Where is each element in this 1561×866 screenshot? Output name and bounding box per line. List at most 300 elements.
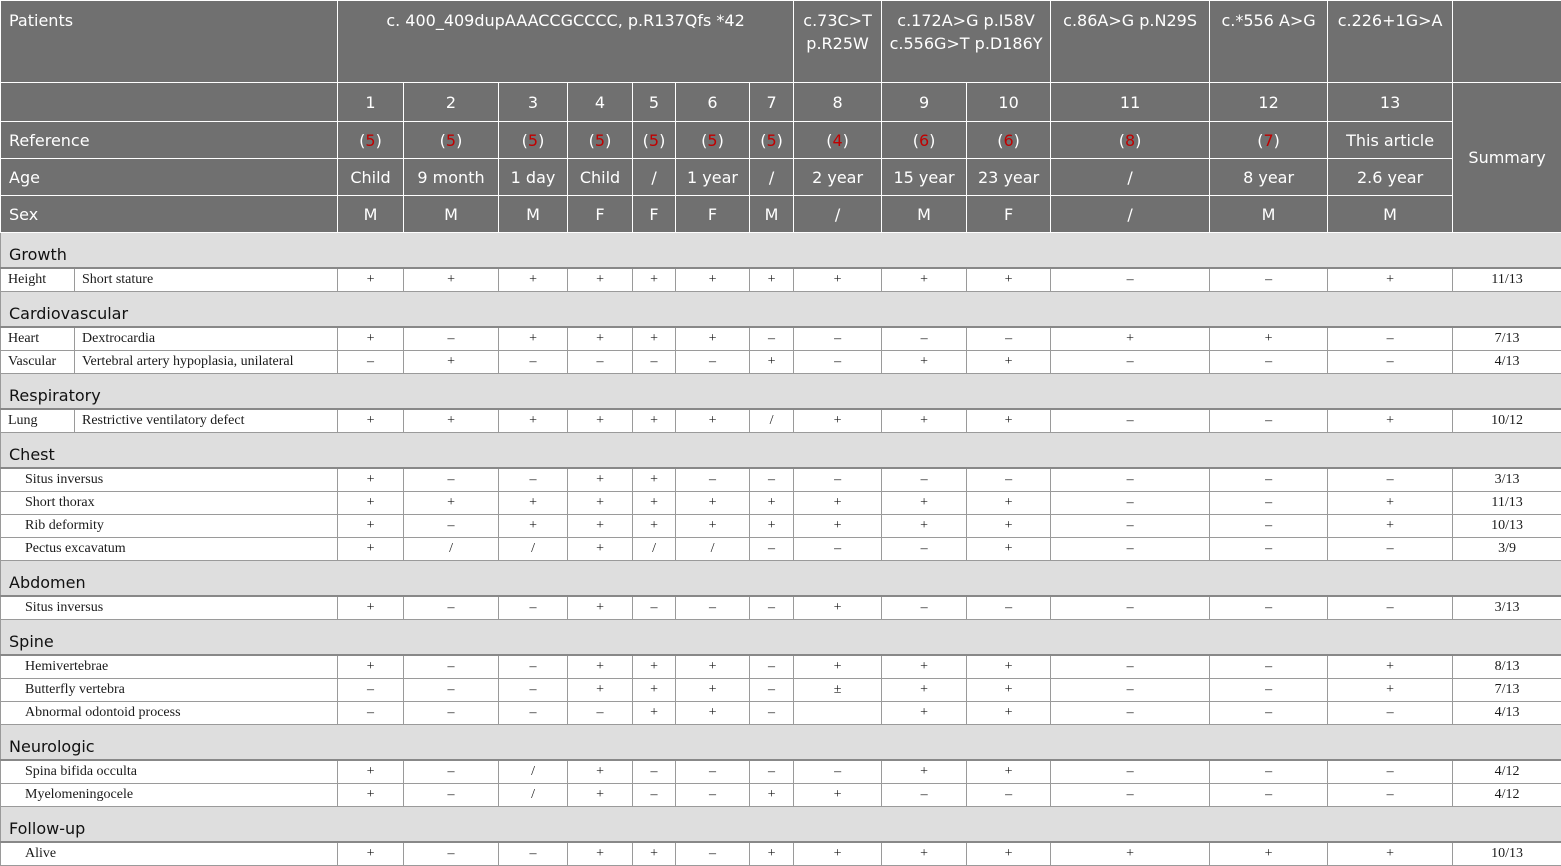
value-cell: + <box>794 492 882 515</box>
reference-number: 5 <box>649 131 659 150</box>
value-cell: – <box>967 784 1051 807</box>
table-row <box>1 409 1561 433</box>
value-cell: + <box>1328 409 1453 433</box>
row-feature: Restrictive ventilatory defect <box>75 409 338 433</box>
value-cell: – <box>750 679 794 702</box>
patient-number: 9 <box>882 83 967 122</box>
reference-cell: (8) <box>1051 122 1210 159</box>
row-feature: Short thorax <box>1 492 338 515</box>
value-cell: – <box>1051 596 1210 620</box>
section-row <box>1 292 1561 328</box>
table-row <box>1 268 1561 292</box>
age-cell: Child <box>568 159 633 196</box>
reference-cell: (5) <box>404 122 499 159</box>
value-cell: – <box>750 538 794 561</box>
value-cell: + <box>967 538 1051 561</box>
sex-cell: F <box>967 196 1051 233</box>
row-feature: Hemivertebrae <box>1 655 338 679</box>
summary-cell: 7/13 <box>1453 327 1561 351</box>
summary-cell: 8/13 <box>1453 655 1561 679</box>
value-cell: – <box>882 596 967 620</box>
age-cell: 9 month <box>404 159 499 196</box>
numbers-label-cell <box>1 83 338 122</box>
value-cell: – <box>882 468 967 492</box>
value-cell: – <box>794 327 882 351</box>
value-cell: + <box>499 492 568 515</box>
variant-header: c.73C>T p.R25W <box>794 1 882 83</box>
value-cell: / <box>633 538 676 561</box>
reference-number: 6 <box>919 131 929 150</box>
value-cell: – <box>404 655 499 679</box>
value-cell: – <box>1210 268 1328 292</box>
value-cell: + <box>794 515 882 538</box>
value-cell: – <box>1210 784 1328 807</box>
value-cell: – <box>1328 538 1453 561</box>
value-cell: + <box>338 760 404 784</box>
value-cell: – <box>1210 492 1328 515</box>
patient-number: 6 <box>676 83 750 122</box>
reference-cell: (5) <box>568 122 633 159</box>
section-title: Abdomen <box>1 561 1561 597</box>
age-cell: 2.6 year <box>1328 159 1453 196</box>
value-cell: – <box>750 655 794 679</box>
value-cell: + <box>568 784 633 807</box>
value-cell: + <box>882 760 967 784</box>
value-cell: – <box>633 596 676 620</box>
value-cell: + <box>1328 842 1453 866</box>
value-cell: – <box>967 327 1051 351</box>
value-cell: + <box>568 760 633 784</box>
row-feature: Butterfly vertebra <box>1 679 338 702</box>
summary-cell: 4/13 <box>1453 351 1561 374</box>
patient-number: 13 <box>1328 83 1453 122</box>
value-cell: + <box>568 468 633 492</box>
summary-cell: 3/9 <box>1453 538 1561 561</box>
value-cell: – <box>633 784 676 807</box>
value-cell: + <box>967 351 1051 374</box>
value-cell: + <box>499 515 568 538</box>
sex-cell: M <box>499 196 568 233</box>
value-cell: – <box>967 468 1051 492</box>
value-cell: + <box>676 327 750 351</box>
value-cell: + <box>633 842 676 866</box>
variant-header: c.172A>G p.I58V c.556G>T p.D186Y <box>882 1 1051 83</box>
value-cell: + <box>1328 492 1453 515</box>
patient-number: 8 <box>794 83 882 122</box>
value-cell: + <box>967 268 1051 292</box>
value-cell: – <box>633 351 676 374</box>
value-cell: + <box>1210 842 1328 866</box>
value-cell: – <box>1051 784 1210 807</box>
row-category: Height <box>1 268 75 292</box>
table-row <box>1 515 1561 538</box>
value-cell: – <box>568 351 633 374</box>
value-cell: + <box>338 538 404 561</box>
patient-number: 10 <box>967 83 1051 122</box>
summary-cell: 7/13 <box>1453 679 1561 702</box>
value-cell: + <box>676 702 750 725</box>
table-row <box>1 538 1561 561</box>
summary-cell: 10/13 <box>1453 515 1561 538</box>
row-feature: Alive <box>1 842 338 866</box>
value-cell: – <box>404 327 499 351</box>
value-cell: + <box>967 515 1051 538</box>
table-row <box>1 702 1561 725</box>
value-cell: – <box>1210 760 1328 784</box>
row-feature: Spina bifida occulta <box>1 760 338 784</box>
value-cell: – <box>1328 784 1453 807</box>
sex-cell: M <box>338 196 404 233</box>
value-cell: – <box>404 784 499 807</box>
value-cell: – <box>1210 596 1328 620</box>
value-cell: + <box>338 327 404 351</box>
value-cell: + <box>676 679 750 702</box>
reference-number: 5 <box>365 131 375 150</box>
value-cell: – <box>1051 538 1210 561</box>
value-cell: + <box>404 492 499 515</box>
value-cell: + <box>338 842 404 866</box>
value-cell: + <box>338 492 404 515</box>
row-feature: Rib deformity <box>1 515 338 538</box>
value-cell: – <box>1051 351 1210 374</box>
reference-number: 5 <box>528 131 538 150</box>
value-cell: + <box>568 655 633 679</box>
value-cell: + <box>750 492 794 515</box>
value-cell: + <box>676 515 750 538</box>
value-cell: – <box>967 596 1051 620</box>
age-cell: / <box>633 159 676 196</box>
value-cell: + <box>882 702 967 725</box>
value-cell: + <box>794 268 882 292</box>
value-cell: + <box>499 268 568 292</box>
value-cell: + <box>967 655 1051 679</box>
value-cell: + <box>568 515 633 538</box>
section-title: Growth <box>1 233 1561 269</box>
value-cell: – <box>1051 760 1210 784</box>
sex-cell: M <box>882 196 967 233</box>
value-cell: + <box>882 268 967 292</box>
summary-cell: 4/13 <box>1453 702 1561 725</box>
value-cell: + <box>338 268 404 292</box>
value-cell: – <box>633 760 676 784</box>
value-cell: + <box>750 351 794 374</box>
value-cell: / <box>404 538 499 561</box>
value-cell: + <box>882 515 967 538</box>
summary-cell: 11/13 <box>1453 492 1561 515</box>
value-cell: / <box>499 784 568 807</box>
reference-cell: (6) <box>967 122 1051 159</box>
value-cell: – <box>1210 515 1328 538</box>
value-cell: – <box>499 655 568 679</box>
table-row <box>1 842 1561 866</box>
reference-cell: (5) <box>633 122 676 159</box>
value-cell: + <box>338 409 404 433</box>
value-cell: – <box>676 784 750 807</box>
value-cell: – <box>794 351 882 374</box>
value-cell: + <box>1051 842 1210 866</box>
value-cell: + <box>676 492 750 515</box>
table-row <box>1 784 1561 807</box>
value-cell: + <box>967 702 1051 725</box>
summary-cell: 4/12 <box>1453 760 1561 784</box>
value-cell: – <box>1210 468 1328 492</box>
patient-number: 5 <box>633 83 676 122</box>
value-cell: – <box>1051 468 1210 492</box>
value-cell: + <box>750 842 794 866</box>
value-cell: + <box>404 409 499 433</box>
value-cell: + <box>750 515 794 538</box>
reference-cell: (4) <box>794 122 882 159</box>
value-cell: + <box>633 268 676 292</box>
value-cell: – <box>1328 760 1453 784</box>
summary-blank-header <box>1453 1 1561 83</box>
value-cell: + <box>338 784 404 807</box>
row-feature: Short stature <box>75 268 338 292</box>
value-cell: + <box>967 492 1051 515</box>
sex-cell: F <box>676 196 750 233</box>
value-cell: – <box>750 596 794 620</box>
summary-header: Summary <box>1453 83 1561 233</box>
value-cell: – <box>1328 327 1453 351</box>
sex-cell: M <box>1210 196 1328 233</box>
value-cell: + <box>568 679 633 702</box>
value-cell: – <box>676 468 750 492</box>
value-cell: – <box>404 515 499 538</box>
value-cell: + <box>967 409 1051 433</box>
value-cell: + <box>676 268 750 292</box>
value-cell: + <box>633 468 676 492</box>
row-feature: Vertebral artery hypoplasia, unilateral <box>75 351 338 374</box>
section-title: Respiratory <box>1 374 1561 410</box>
sex-cell: M <box>1328 196 1453 233</box>
table-row <box>1 596 1561 620</box>
table-row <box>1 351 1561 374</box>
value-cell: – <box>1210 655 1328 679</box>
value-cell: + <box>676 655 750 679</box>
row-category: Heart <box>1 327 75 351</box>
value-cell: – <box>794 468 882 492</box>
value-cell: + <box>750 268 794 292</box>
sex-cell: F <box>633 196 676 233</box>
sex-label: Sex <box>1 196 338 233</box>
value-cell: / <box>750 409 794 433</box>
reference-number: 5 <box>595 131 605 150</box>
reference-number: 8 <box>1125 131 1135 150</box>
reference-cell: (5) <box>499 122 568 159</box>
value-cell: – <box>676 596 750 620</box>
value-cell: + <box>568 409 633 433</box>
value-cell: + <box>967 679 1051 702</box>
value-cell: + <box>568 492 633 515</box>
summary-cell: 3/13 <box>1453 596 1561 620</box>
value-cell: + <box>1210 327 1328 351</box>
age-cell: 8 year <box>1210 159 1328 196</box>
value-cell: + <box>750 784 794 807</box>
value-cell: – <box>1210 702 1328 725</box>
value-cell: + <box>676 409 750 433</box>
value-cell: – <box>676 351 750 374</box>
sex-cell: F <box>568 196 633 233</box>
value-cell: + <box>882 492 967 515</box>
value-cell: + <box>633 492 676 515</box>
value-cell: – <box>1210 679 1328 702</box>
age-cell: Child <box>338 159 404 196</box>
reference-number: 6 <box>1003 131 1013 150</box>
value-cell: – <box>882 784 967 807</box>
section-row <box>1 374 1561 410</box>
variant-header: c.*556 A>G <box>1210 1 1328 83</box>
value-cell: – <box>499 596 568 620</box>
value-cell: / <box>499 760 568 784</box>
summary-cell: 4/12 <box>1453 784 1561 807</box>
reference-cell: (5) <box>750 122 794 159</box>
reference-number: 4 <box>832 131 842 150</box>
value-cell: – <box>676 760 750 784</box>
table-row <box>1 655 1561 679</box>
value-cell: – <box>404 702 499 725</box>
value-cell: – <box>750 760 794 784</box>
value-cell: – <box>1210 409 1328 433</box>
value-cell: + <box>568 268 633 292</box>
reference-number: 5 <box>446 131 456 150</box>
age-cell: / <box>1051 159 1210 196</box>
variant-header: c.86A>G p.N29S <box>1051 1 1210 83</box>
value-cell: – <box>338 351 404 374</box>
value-cell: – <box>404 760 499 784</box>
row-feature: Pectus excavatum <box>1 538 338 561</box>
value-cell: – <box>1051 655 1210 679</box>
value-cell: + <box>794 596 882 620</box>
variant-header: c. 400_409dupAAACCGCCCC, p.R137Qfs *42 <box>338 1 794 83</box>
value-cell: – <box>404 679 499 702</box>
value-cell: – <box>568 702 633 725</box>
value-cell: + <box>794 842 882 866</box>
value-cell: / <box>499 538 568 561</box>
value-cell: + <box>568 327 633 351</box>
sex-cell: / <box>794 196 882 233</box>
reference-number: 5 <box>766 131 776 150</box>
age-label: Age <box>1 159 338 196</box>
patient-number: 11 <box>1051 83 1210 122</box>
value-cell: + <box>338 655 404 679</box>
value-cell: + <box>338 468 404 492</box>
value-cell: – <box>794 538 882 561</box>
value-cell: – <box>750 327 794 351</box>
summary-cell: 3/13 <box>1453 468 1561 492</box>
reference-number: 7 <box>1263 131 1273 150</box>
section-row <box>1 725 1561 761</box>
age-cell: 1 day <box>499 159 568 196</box>
value-cell: – <box>750 468 794 492</box>
row-feature: Abnormal odontoid process <box>1 702 338 725</box>
patients-header: Patients <box>1 1 338 83</box>
row-category: Lung <box>1 409 75 433</box>
value-cell: – <box>1051 515 1210 538</box>
reference-cell: This article <box>1328 122 1453 159</box>
section-row <box>1 233 1561 269</box>
value-cell: – <box>338 702 404 725</box>
patient-number: 7 <box>750 83 794 122</box>
value-cell <box>794 702 882 725</box>
summary-cell: 10/13 <box>1453 842 1561 866</box>
value-cell: + <box>882 409 967 433</box>
value-cell: – <box>499 351 568 374</box>
row-feature: Myelomeningocele <box>1 784 338 807</box>
value-cell: – <box>1210 538 1328 561</box>
value-cell: – <box>1051 492 1210 515</box>
age-cell: 23 year <box>967 159 1051 196</box>
sex-cell: M <box>750 196 794 233</box>
patient-number: 12 <box>1210 83 1328 122</box>
value-cell: + <box>1051 327 1210 351</box>
section-title: Spine <box>1 620 1561 656</box>
value-cell: + <box>633 679 676 702</box>
row-category: Vascular <box>1 351 75 374</box>
value-cell: – <box>1328 468 1453 492</box>
value-cell: + <box>794 409 882 433</box>
value-cell: – <box>338 679 404 702</box>
value-cell: – <box>1051 702 1210 725</box>
value-cell: + <box>1328 515 1453 538</box>
value-cell: – <box>794 760 882 784</box>
value-cell: + <box>338 596 404 620</box>
table-row <box>1 760 1561 784</box>
value-cell: – <box>1051 409 1210 433</box>
value-cell: + <box>338 515 404 538</box>
reference-number: 5 <box>707 131 717 150</box>
section-title: Neurologic <box>1 725 1561 761</box>
value-cell: + <box>633 327 676 351</box>
section-title: Chest <box>1 433 1561 469</box>
value-cell: + <box>633 409 676 433</box>
summary-cell: 11/13 <box>1453 268 1561 292</box>
summary-cell: 10/12 <box>1453 409 1561 433</box>
value-cell: + <box>499 409 568 433</box>
sex-cell: / <box>1051 196 1210 233</box>
value-cell: ± <box>794 679 882 702</box>
value-cell: + <box>499 327 568 351</box>
value-cell: + <box>967 842 1051 866</box>
value-cell: – <box>499 468 568 492</box>
section-title: Follow-up <box>1 807 1561 843</box>
value-cell: – <box>882 538 967 561</box>
value-cell: – <box>1328 351 1453 374</box>
value-cell: + <box>882 842 967 866</box>
age-cell: 15 year <box>882 159 967 196</box>
sex-cell: M <box>404 196 499 233</box>
section-row <box>1 807 1561 843</box>
age-cell: 1 year <box>676 159 750 196</box>
section-title: Cardiovascular <box>1 292 1561 328</box>
age-cell: 2 year <box>794 159 882 196</box>
patient-number: 3 <box>499 83 568 122</box>
reference-cell: (5) <box>676 122 750 159</box>
value-cell: – <box>1051 268 1210 292</box>
section-row <box>1 433 1561 469</box>
value-cell: – <box>404 468 499 492</box>
value-cell: – <box>882 327 967 351</box>
value-cell: – <box>750 702 794 725</box>
value-cell: + <box>404 268 499 292</box>
value-cell: + <box>1328 268 1453 292</box>
value-cell: + <box>794 784 882 807</box>
section-row <box>1 561 1561 597</box>
value-cell: / <box>676 538 750 561</box>
value-cell: + <box>882 655 967 679</box>
value-cell: + <box>1328 679 1453 702</box>
value-cell: + <box>967 760 1051 784</box>
reference-label: Reference <box>1 122 338 159</box>
